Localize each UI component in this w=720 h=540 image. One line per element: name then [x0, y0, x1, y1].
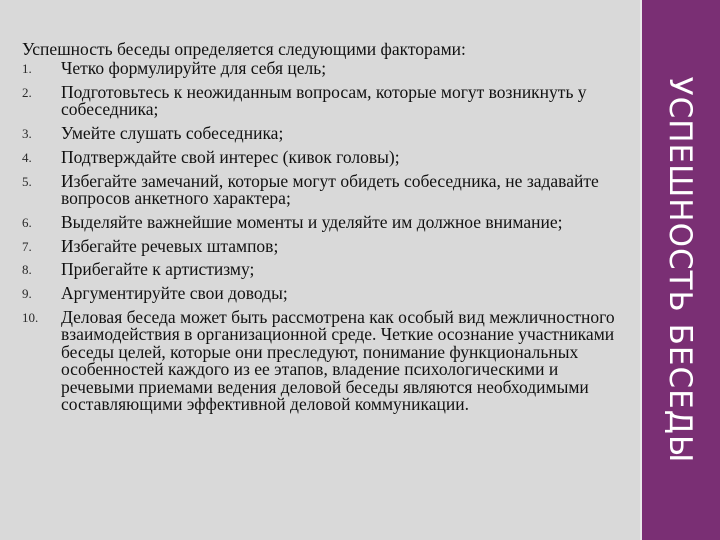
list-item-text: Избегайте замечаний, которые могут обидеть собеседника, не задавайте вопросов анкетного характера;	[61, 170, 599, 208]
list-item-number: 7.	[22, 238, 32, 254]
slide-title: УСПЕШНОСТЬ БЕСЕДЫ	[662, 76, 698, 464]
list-item-text: Аргументируйте свои доводы;	[61, 283, 288, 304]
list-item-text: Выделяйте важнейшие моменты и уделяйте им должное внимание;	[61, 211, 563, 232]
list-item-number: 3.	[22, 126, 32, 141]
list-item	[0, 81, 640, 120]
list-item	[0, 306, 640, 415]
list-item-number: 5.	[22, 173, 32, 189]
list-item-number: 9.	[22, 286, 32, 302]
list-item	[0, 170, 640, 208]
list-item-text: Умейте слушать собеседника;	[61, 123, 284, 143]
list-item-number: 2.	[22, 84, 32, 100]
list-item	[0, 285, 640, 302]
list-item-text: Четко формулируйте для себя цель;	[61, 58, 327, 78]
list-item	[0, 125, 640, 142]
list-item-number: 8.	[22, 262, 32, 278]
list-item-text: Подтверждайте свой интерес (кивок головы);	[61, 146, 400, 167]
list-item	[0, 261, 640, 278]
list-item-number: 10.	[22, 309, 39, 325]
sidebar-divider	[640, 0, 642, 540]
list-item	[0, 146, 640, 167]
list-item-number: 1.	[22, 61, 32, 76]
list-item-number: 6.	[22, 214, 32, 230]
list-item-text: Деловая беседа может быть рассмотрена как особый вид межличностного взаимодействия в организационной среде. Четкие осознание участниками беседы целей, которые они преследуют, понимание функциональных особенностей каждого из ее этапов, владение психологическими и речевыми приемами ведения деловой беседы являются необходимыми составляющими эффективной деловой коммуникации.	[61, 306, 615, 415]
factors-list	[0, 60, 640, 420]
list-item-text: Прибегайте к артистизму;	[61, 259, 255, 280]
intro-text: Успешность беседы определяется следующими факторами:	[22, 39, 466, 59]
list-item-text: Избегайте речевых штампов;	[61, 235, 279, 256]
list-item	[0, 211, 640, 232]
list-item-text: Подготовьтесь к неожиданным вопросам, которые могут возникнуть у собеседника;	[61, 81, 587, 120]
list-item-number: 4.	[22, 149, 32, 165]
list-item	[0, 235, 640, 256]
list-item	[0, 60, 640, 77]
